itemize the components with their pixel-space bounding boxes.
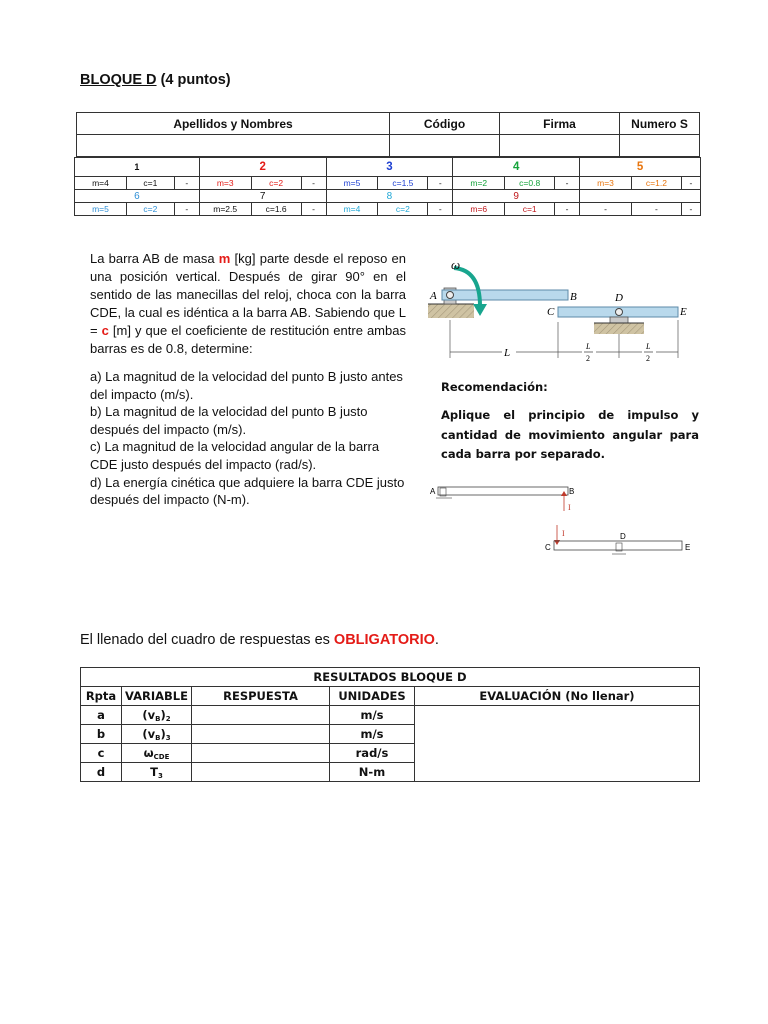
- recommendation-body: Aplique el principio de impulso y cantidad de movimiento angular para cada barra por separado.: [441, 408, 699, 461]
- omega-label: ω: [451, 257, 461, 272]
- variant-dash-value: -: [681, 203, 700, 216]
- variant-m-value: -: [580, 203, 632, 216]
- variant-number-10: [580, 190, 701, 203]
- student-info-table: [76, 112, 700, 157]
- block-title-main: BLOQUE D: [80, 72, 157, 88]
- units-b: m/s: [330, 725, 415, 744]
- mandatory-text: El llenado del cuadro de respuestas es: [80, 632, 334, 648]
- results-header-evaluation: EVALUACIÓN (No llenar): [415, 687, 700, 706]
- variant-number-3: 3: [326, 158, 453, 177]
- impulse-label-1: I: [568, 503, 571, 512]
- problem-text-3: [m] y que el coeficiente de restitución entre ambas barras es de 0.8, determine:: [90, 323, 406, 356]
- variable-a: $(v_B)_2$: [122, 706, 192, 725]
- pin-a: [447, 292, 454, 299]
- answer-field-b[interactable]: [192, 725, 330, 744]
- label-b: B: [570, 291, 577, 303]
- signature-field[interactable]: [500, 135, 620, 157]
- variant-number-5: 5: [580, 158, 701, 177]
- units-c: rad/s: [330, 744, 415, 763]
- variant-c-value: c=1.2: [631, 177, 681, 190]
- question-b: b) La magnitud de la velocidad del punto B justo después del impacto (m/s).: [90, 404, 368, 437]
- sketch-bar-cde: [554, 541, 682, 550]
- rpta-d: d: [81, 763, 122, 782]
- label-d: D: [615, 292, 623, 304]
- answer-field-a[interactable]: [192, 706, 330, 725]
- variant-m-value: m=5: [75, 203, 127, 216]
- results-header-answer: RESPUESTA: [192, 687, 330, 706]
- header-signature: Firma: [500, 113, 620, 135]
- variant-dash-value: -: [301, 203, 326, 216]
- variant-c-value: c=0.8: [505, 177, 555, 190]
- variant-c-value: c=1.5: [378, 177, 428, 190]
- block-title: [80, 72, 231, 88]
- problem-text-2: [kg] parte desde el reposo en una posición vertical. Después de girar 90° en el sentido de las manecillas del reloj, choca con la barra CDE, la cual es idéntica a la barra AB. Sabiendo que L =: [90, 251, 406, 338]
- pin-d: [616, 309, 623, 316]
- question-c: c) La magnitud de la velocidad angular de la barra CDE justo después del impacto (rad/s).: [90, 439, 380, 472]
- variant-dash-value: -: [301, 177, 326, 190]
- mandatory-word: OBLIGATORIO: [333, 632, 435, 648]
- rpta-c: c: [81, 744, 122, 763]
- header-number: Numero S: [620, 113, 700, 135]
- sketch-label-e: E: [685, 543, 691, 552]
- dim-l2b-num: L: [646, 342, 651, 351]
- mandatory-end: .: [434, 632, 439, 648]
- sketch-label-d: D: [620, 532, 626, 541]
- variant-number-6: 6: [75, 190, 200, 203]
- bar-diagram: [424, 254, 694, 366]
- variant-number-4: 4: [453, 158, 580, 177]
- variant-c-value: c=1: [505, 203, 555, 216]
- sketch-label-b: B: [569, 487, 575, 496]
- number-field[interactable]: [620, 135, 700, 157]
- dim-l: L: [504, 347, 511, 359]
- dim-l2a-den: 2: [586, 354, 590, 363]
- recommendation-heading: Recomendación:: [441, 380, 548, 394]
- variant-m-value: m=2.5: [199, 203, 251, 216]
- question-a: a) La magnitud de la velocidad del punto B justo antes del impacto (m/s).: [90, 369, 403, 402]
- length-symbol: c: [101, 323, 109, 338]
- variant-number-7: 7: [199, 190, 326, 203]
- problem-intro: [90, 250, 406, 358]
- variant-c-value: c=2: [251, 177, 301, 190]
- variant-m-value: m=5: [326, 177, 378, 190]
- sketch-bar-ab: [438, 487, 568, 495]
- variant-dash-value: -: [555, 203, 580, 216]
- variant-c-value: c=1.6: [251, 203, 301, 216]
- variable-d: $T_3$: [122, 763, 192, 782]
- block-title-points: (4 puntos): [160, 72, 231, 88]
- variant-dash-value: -: [174, 177, 199, 190]
- variant-m-value: m=4: [75, 177, 127, 190]
- variant-c-value: -: [631, 203, 681, 216]
- rpta-b: b: [81, 725, 122, 744]
- variant-dash-value: -: [428, 177, 453, 190]
- variants-table: [74, 157, 701, 216]
- variant-number-9: 9: [453, 190, 580, 203]
- mass-symbol: m: [218, 251, 231, 266]
- variable-b: $(v_B)_3$: [122, 725, 192, 744]
- units-a: m/s: [330, 706, 415, 725]
- variant-m-value: m=3: [199, 177, 251, 190]
- answer-field-c[interactable]: [192, 744, 330, 763]
- question-d: d) La energía cinética que adquiere la barra CDE justo después del impacto (N-m).: [90, 474, 405, 508]
- impulse-label-2: I: [562, 529, 565, 538]
- variant-m-value: m=2: [453, 177, 505, 190]
- variant-c-value: c=2: [378, 203, 428, 216]
- variant-m-value: m=6: [453, 203, 505, 216]
- free-body-sketch: [428, 478, 698, 560]
- results-header-units: UNIDADES: [330, 687, 415, 706]
- header-names: Apellidos y Nombres: [77, 113, 390, 135]
- sketch-label-c: C: [545, 543, 551, 552]
- label-a: A: [430, 290, 437, 302]
- results-header-variable: VARIABLE: [122, 687, 192, 706]
- variant-dash-value: -: [428, 203, 453, 216]
- variable-c: $\omega_{CDE}$: [122, 744, 192, 763]
- variant-number-1: 1: [75, 158, 200, 177]
- bar-ab: [442, 290, 568, 300]
- results-header-rpta: Rpta: [81, 687, 122, 706]
- code-field[interactable]: [390, 135, 500, 157]
- variant-m-value: m=4: [326, 203, 378, 216]
- problem-text-1: La barra AB de masa: [90, 251, 219, 266]
- rpta-a: a: [81, 706, 122, 725]
- label-e: E: [680, 306, 687, 318]
- dim-l2b-den: 2: [646, 354, 650, 363]
- units-d: N-m: [330, 763, 415, 782]
- evaluation-field: [415, 706, 700, 782]
- variant-dash-value: -: [681, 177, 700, 190]
- sketch-label-a: A: [430, 487, 436, 496]
- variant-number-8: 8: [326, 190, 453, 203]
- variant-dash-value: -: [555, 177, 580, 190]
- label-c: C: [547, 306, 555, 318]
- header-code: Código: [390, 113, 500, 135]
- variant-number-2: 2: [199, 158, 326, 177]
- variant-m-value: m=3: [580, 177, 632, 190]
- variant-c-value: c=1: [126, 177, 174, 190]
- variant-dash-value: -: [174, 203, 199, 216]
- problem-statement: [90, 250, 406, 509]
- dim-l2a-num: L: [586, 342, 591, 351]
- results-title: RESULTADOS BLOQUE D: [81, 668, 700, 687]
- variant-c-value: c=2: [126, 203, 174, 216]
- results-table: [80, 667, 700, 782]
- recommendation: [441, 380, 699, 465]
- question-list: [90, 368, 406, 509]
- answer-field-d[interactable]: [192, 763, 330, 782]
- mandatory-note: [80, 632, 439, 648]
- names-field[interactable]: [77, 135, 390, 157]
